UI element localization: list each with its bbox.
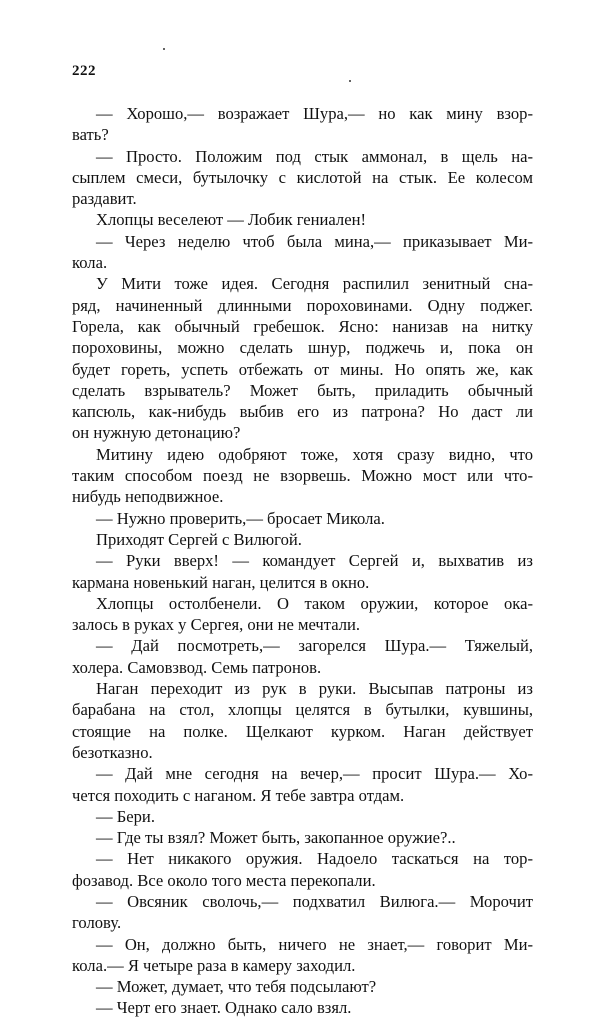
print-speck bbox=[163, 48, 165, 50]
text-line: пороховины, можно сделать шнур, поджечь и, пока он bbox=[72, 338, 533, 358]
text-line: кола. bbox=[72, 253, 108, 273]
text-line: залось в руках у Сергея, они не мечтали. bbox=[72, 615, 361, 635]
text-line: — Он, должно быть, ничего не знает,— говорит Ми- bbox=[96, 934, 533, 954]
text-line: Митину идею одобряют тоже, хотя сразу видно, что bbox=[96, 444, 533, 464]
text-line: он нужную детонацию? bbox=[72, 423, 241, 443]
page-number: 222 bbox=[72, 63, 96, 79]
text-line: голову. bbox=[72, 913, 122, 933]
text-line: — Нет никакого оружия. Надоело таскаться на тор- bbox=[96, 849, 533, 869]
text-line: нибудь неподвижное. bbox=[72, 487, 224, 507]
text-line: Хлопцы остолбенели. О таком оружии, которое ока- bbox=[96, 593, 533, 613]
text-line: таким способом поезд не взорвешь. Можно мост или что- bbox=[72, 466, 533, 486]
text-line: Горела, как обычный гребешок. Ясно: нанизав на нитку bbox=[72, 316, 533, 336]
text-line: холера. Самовзвод. Семь патронов. bbox=[72, 657, 322, 677]
text-line: капсюль, как-нибудь выбив его из патрона? Но даст ли bbox=[72, 402, 533, 422]
text-line: — Хорошо,— возражает Шура,— но как мину взор- bbox=[96, 104, 533, 123]
text-line: чется походить с наганом. Я тебе завтра отдам. bbox=[72, 785, 405, 805]
text-line: стоящие на полке. Щелкают курком. Наган действует bbox=[72, 721, 533, 741]
text-line: — Где ты взял? Может быть, закопанное оружие?.. bbox=[96, 828, 456, 848]
page-text bbox=[72, 103, 533, 1019]
text-line: — Овсяник сволочь,— подхватил Вилюга.— Морочит bbox=[96, 891, 533, 911]
text-line: Приходят Сергей с Вилюгой. bbox=[96, 529, 302, 549]
text-line: — Нужно проверить,— бросает Микола. bbox=[96, 508, 385, 528]
print-speck bbox=[349, 80, 351, 82]
text-line: — Дай посмотреть,— загорелся Шура.— Тяжелый, bbox=[96, 636, 533, 656]
text-line: — Дай мне сегодня на вечер,— просит Шура.— Хо- bbox=[96, 764, 533, 784]
text-line: — Руки вверх! — командует Сергей и, выхватив из bbox=[96, 551, 533, 571]
text-line: безотказно. bbox=[72, 742, 153, 762]
text-line: фозавод. Все около того места перекопали. bbox=[72, 870, 376, 890]
text-line: будет гореть, успеть отбежать от мины. Но опять же, как bbox=[72, 359, 533, 379]
text-line: — Через неделю чтоб была мина,— приказывает Ми- bbox=[96, 231, 533, 251]
text-line: — Просто. Положим под стык аммонал, в щель на- bbox=[96, 146, 533, 166]
text-line: кола.— Я четыре раза в камеру заходил. bbox=[72, 955, 356, 975]
text-line: вать? bbox=[72, 125, 109, 145]
text-line: Хлопцы веселеют — Лобик гениален! bbox=[96, 210, 366, 230]
text-line: сделать взрыватель? Может быть, приладить обычный bbox=[72, 380, 533, 400]
text-line: кармана новенький наган, целится в окно. bbox=[72, 572, 370, 592]
text-line: сыплем смеси, бутылочку с кислотой на стык. Ее колесом bbox=[72, 167, 533, 187]
text-line: — Может, думает, что тебя подсылают? bbox=[96, 977, 377, 997]
text-line: Наган переходит из рук в руки. Высыпав патроны из bbox=[96, 679, 533, 699]
text-line: раздавит. bbox=[72, 189, 137, 209]
text-line: — Черт его знает. Однако сало взял. bbox=[96, 998, 352, 1018]
text-line: ряд, начиненный длинными пороховинами. Одну поджег. bbox=[72, 295, 533, 315]
text-line: У Мити тоже идея. Сегодня распилил зенитный сна- bbox=[96, 274, 533, 294]
text-line: барабана на стол, хлопцы целятся в бутылки, кувшины, bbox=[72, 700, 533, 720]
text-line: — Бери. bbox=[96, 806, 155, 826]
